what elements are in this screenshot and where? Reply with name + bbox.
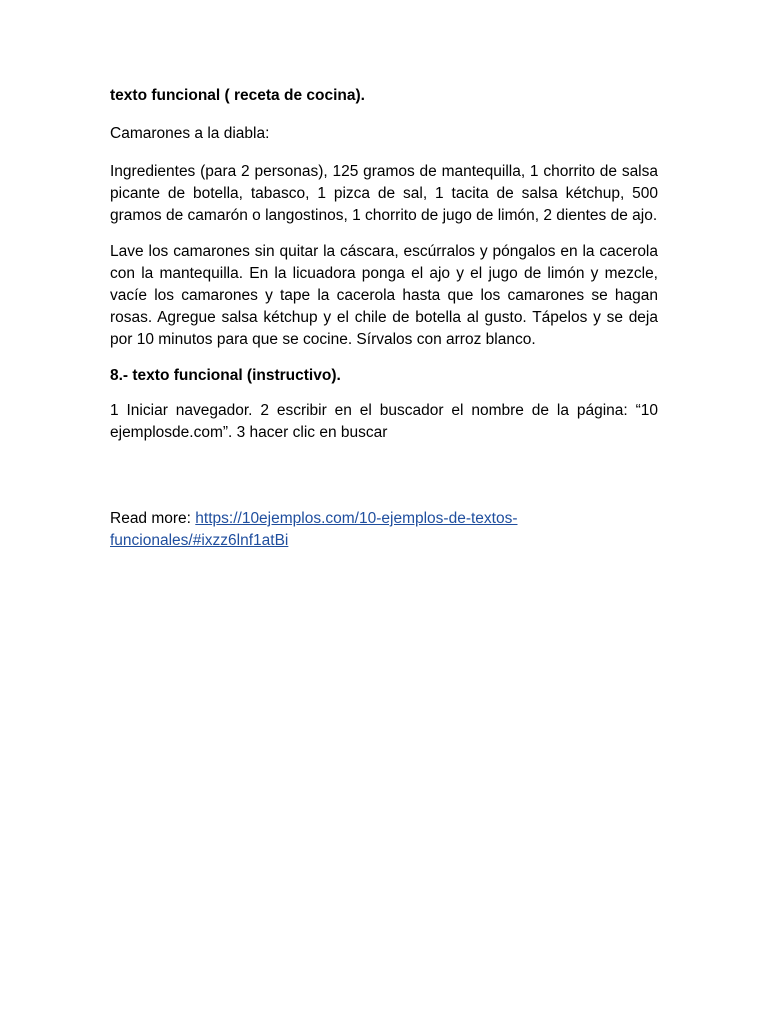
instructive-heading: 8.- texto funcional (instructivo). (110, 367, 341, 384)
ingredients-paragraph: Ingredientes (para 2 personas), 125 gramos de mantequilla, 1 chorrito de salsa picante de botella, tabasco, 1 pizca de sal, 1 tacita de salsa kétchup, 500 gramos de camarón o langostinos, 1 chorrito de jugo de limón, 2 dientes de ajo. (110, 163, 658, 224)
recipe-title: Camarones a la diabla: (110, 125, 270, 142)
read-more-label: Read more: (110, 510, 196, 527)
recipe-heading: texto funcional ( receta de cocina). (110, 87, 365, 104)
instructive-steps-paragraph: 1 Iniciar navegador. 2 escribir en el buscador el nombre de la página: “10 ejemplosde.com”. 3 hacer clic en buscar (110, 402, 658, 441)
instructions-paragraph: Lave los camarones sin quitar la cáscara, escúrralos y póngalos en la cacerola con la mantequilla. En la licuadora ponga el ajo y el jugo de limón y mezcle, vacíe los camarones y tape la cacerola hasta que los camarones se hagan rosas. Agregue salsa kétchup y el chile de botella al gusto. Tápelos y se deja por 10 minutos para que se cocine. Sírvalos con arroz blanco. (110, 243, 658, 348)
document-content (110, 85, 658, 552)
read-more-link[interactable]: https://10ejemplos.com/10-ejemplos-de-textos-funcionales/#ixzz6lnf1atBi (110, 510, 518, 549)
read-more-line (110, 508, 658, 552)
